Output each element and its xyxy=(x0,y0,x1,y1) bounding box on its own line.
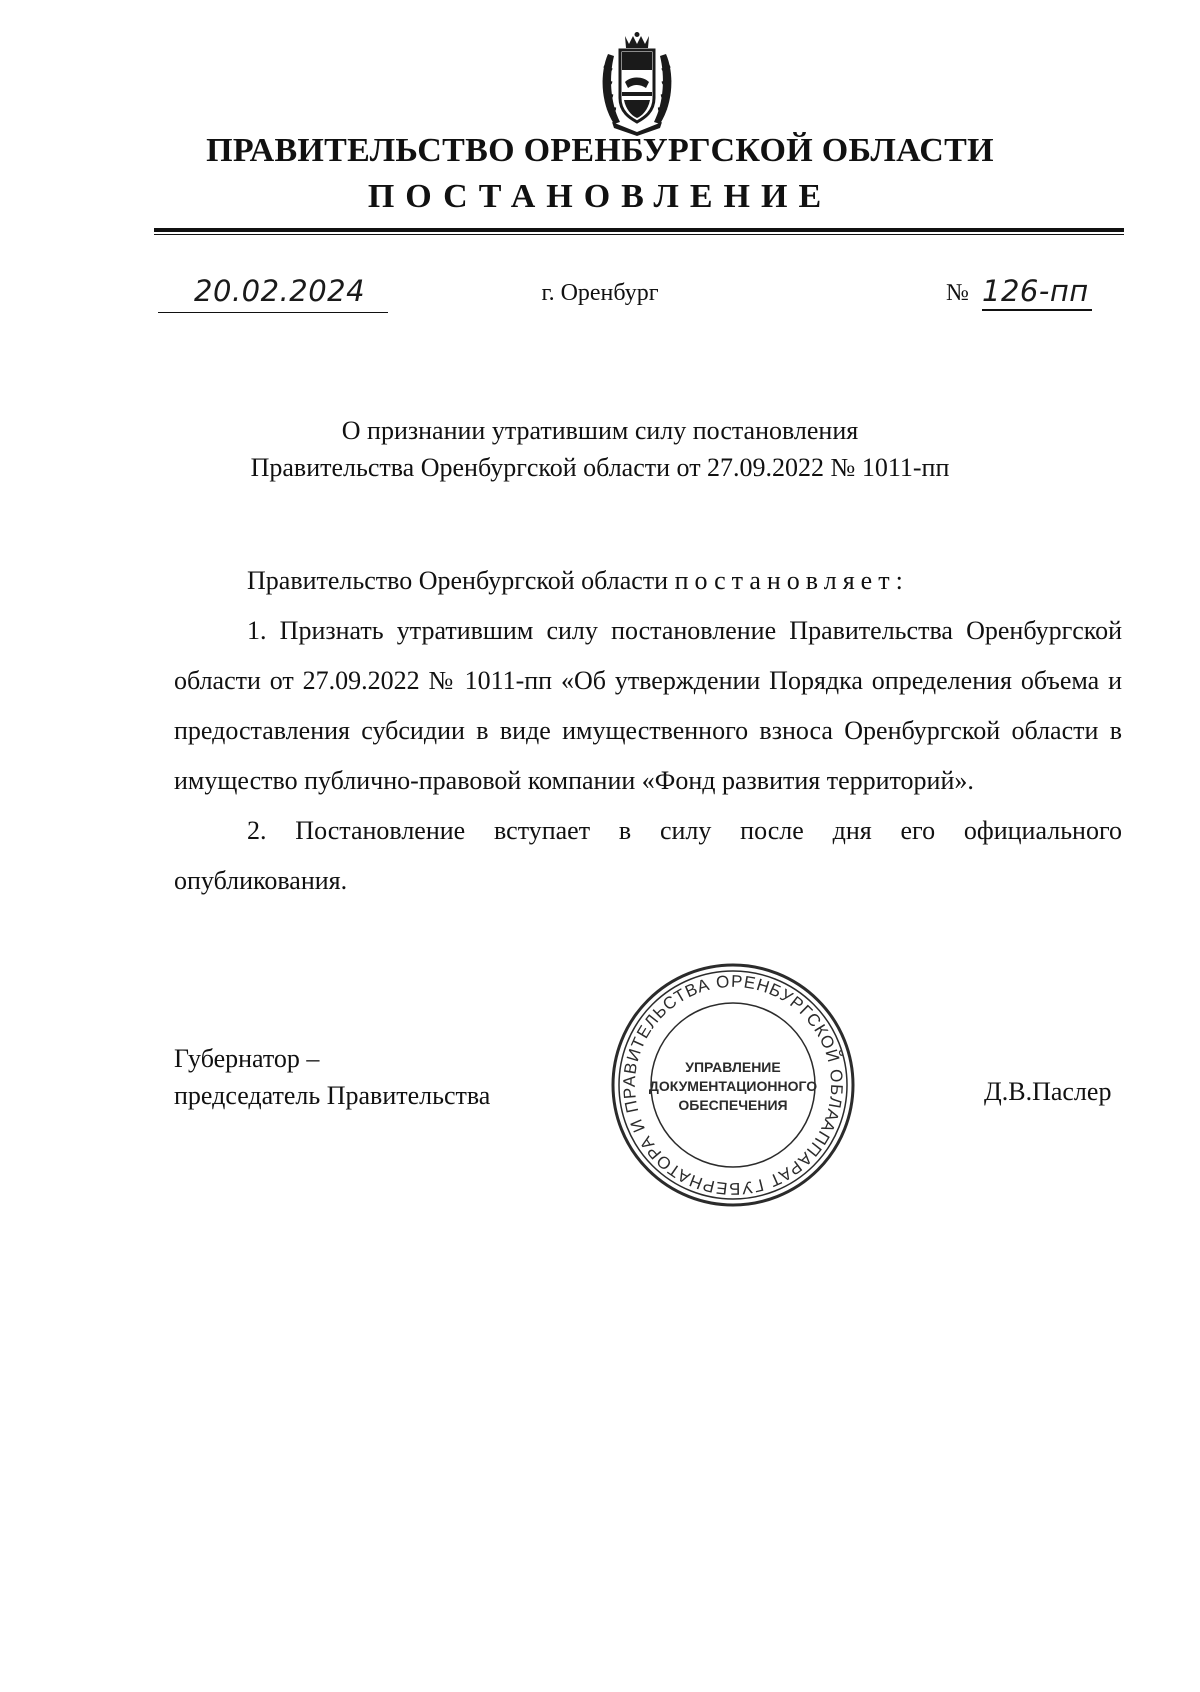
coat-of-arms-icon xyxy=(598,32,676,136)
preamble-lead: Правительство Оренбургской области xyxy=(247,566,669,595)
stamp-outer-text: АППАРАТ ГУБЕРНАТОРА И ПРАВИТЕЛЬСТВА ОРЕНБУРГСКОЙ ОБЛАСТИ xyxy=(619,971,847,1199)
stamp-inner-line-1: УПРАВЛЕНИЕ xyxy=(685,1059,781,1075)
number-underline xyxy=(982,309,1092,311)
header-divider-thick xyxy=(154,228,1124,232)
subject-line-2: Правительства Оренбургской области от 27.09.2022 № 1011-пп xyxy=(250,453,950,482)
stamp-inner-line-2: ДОКУМЕНТАЦИОННОГО xyxy=(648,1078,818,1094)
header-divider-thin xyxy=(154,234,1124,235)
item-1: 1. Признать утратившим силу постановление Правительства Оренбургской области от 27.09.2022 № 1011-пп «Об утверждении Порядка определения объема и предоставления субсидии в виде имущественного взноса Оренбургской области в имущество публично-правовой компании «Фонд развития территорий». xyxy=(174,616,1122,795)
document-body xyxy=(174,556,1122,906)
document-type-heading: ПОСТАНОВЛЕНИЕ xyxy=(367,178,833,215)
item-2: 2. Постановление вступает в силу после дня его официального опубликования. xyxy=(174,816,1122,895)
city-label: г. Оренбург xyxy=(541,280,659,306)
subject-line-1: О признании утратившим силу постановления xyxy=(341,416,859,445)
signatory-position xyxy=(174,1040,490,1114)
handwritten-number: 126-пп xyxy=(982,274,1089,308)
preamble xyxy=(174,556,1122,606)
signatory-name: Д.В.Паслер xyxy=(984,1077,1112,1106)
handwritten-date: 20.02.2024 xyxy=(194,274,366,308)
organization-title: ПРАВИТЕЛЬСТВО ОРЕНБУРГСКОЙ ОБЛАСТИ xyxy=(206,132,994,169)
signatory-position-line-1: Губернатор – xyxy=(174,1044,320,1073)
stamp-inner-line-3: ОБЕСПЕЧЕНИЯ xyxy=(678,1097,788,1113)
preamble-verb: постановляет: xyxy=(674,566,909,595)
official-stamp xyxy=(608,960,858,1210)
number-sign: № xyxy=(946,280,969,306)
signatory-position-line-2: председатель Правительства xyxy=(174,1081,491,1110)
document-subject xyxy=(0,412,1200,486)
